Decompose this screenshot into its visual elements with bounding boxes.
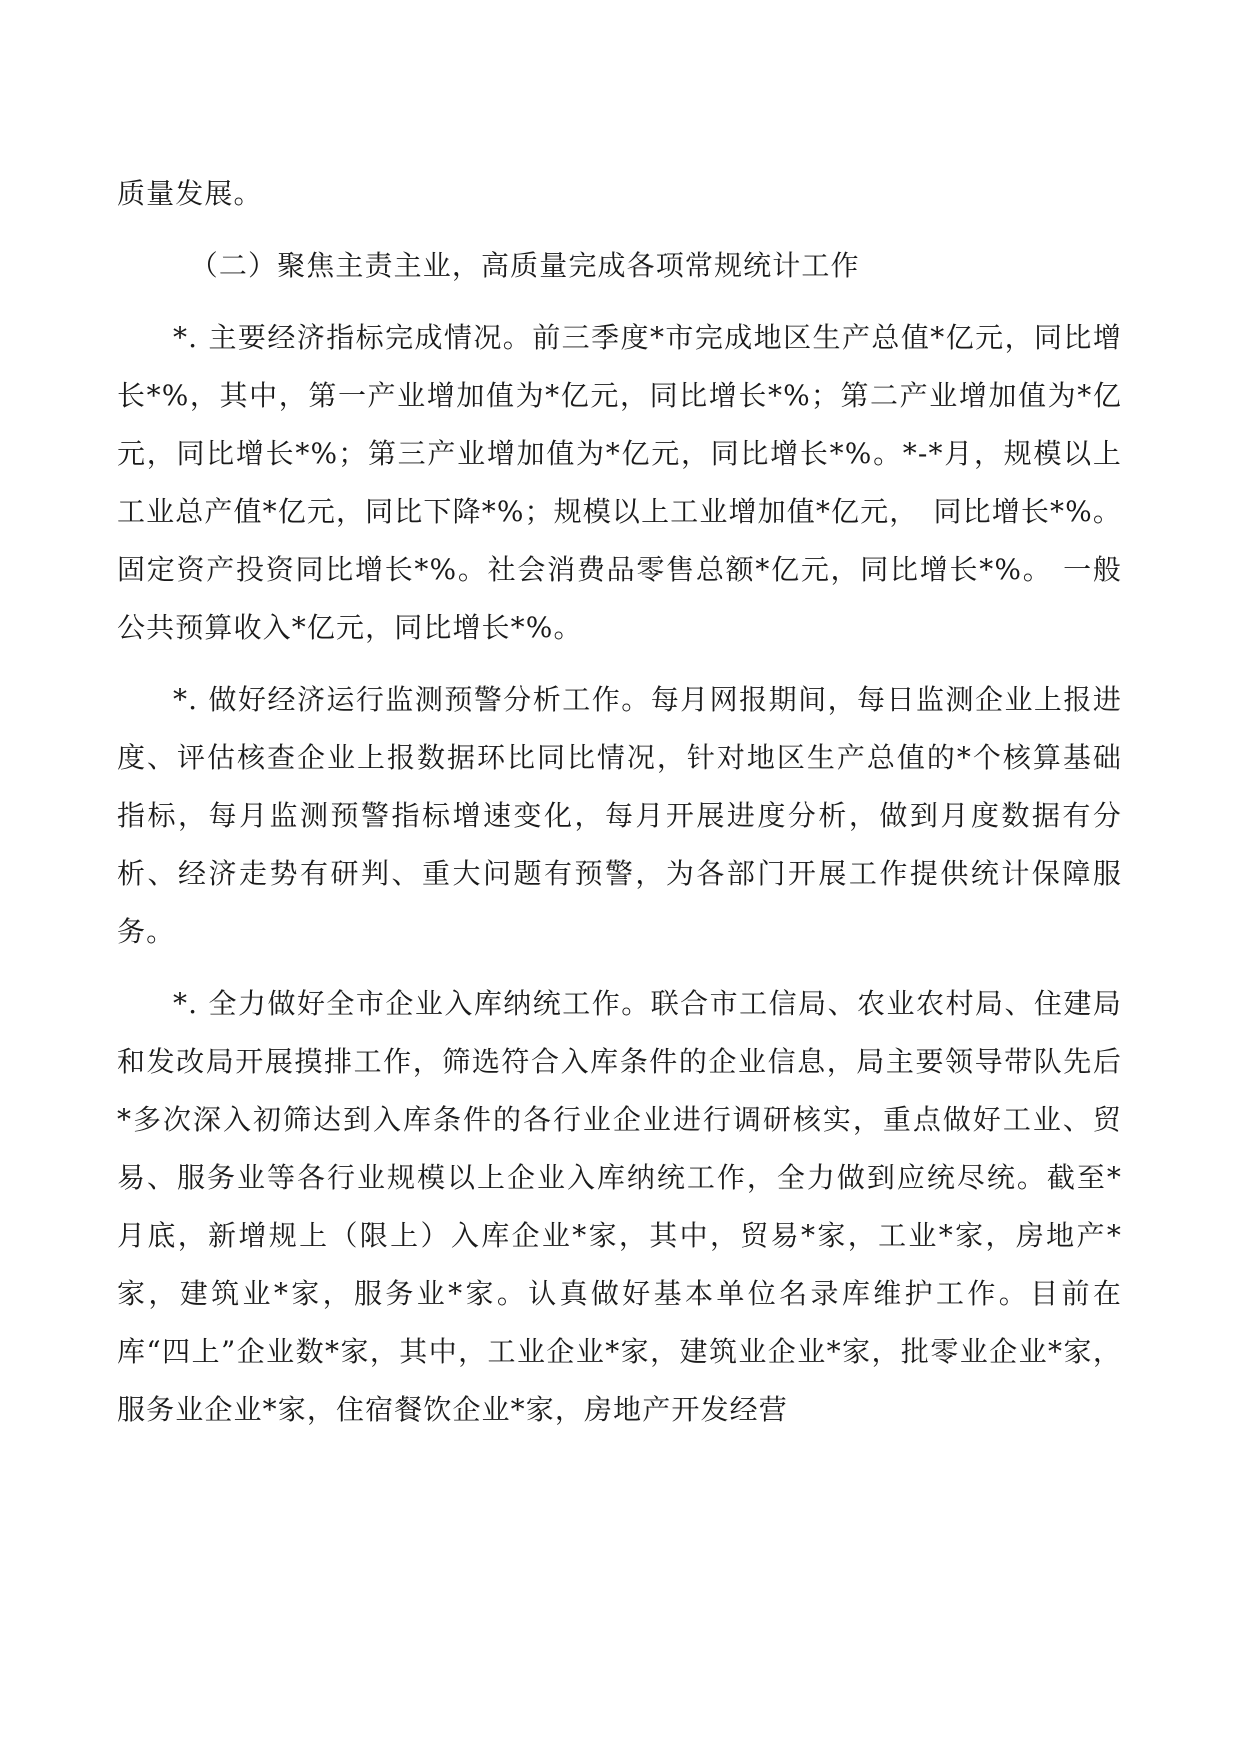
- paragraph-monitoring-analysis: *. 做好经济运行监测预警分析工作。每月网报期间，每日监测企业上报进度、评估核查企业上报数据环比同比情况，针对地区生产总值的*个核算基础指标，每月监测预警指标增速变化，每月开展进度分析，做到月度数据有分析、经济走势有研判、重大问题有预警，为各部门开展工作提供统计保障服务。: [117, 683, 1122, 948]
- section-heading: （二）聚焦主责主业，高质量完成各项常规统计工作: [189, 249, 860, 282]
- document-body: [117, 165, 1122, 1439]
- paragraph-economic-indicators: *. 主要经济指标完成情况。前三季度*市完成地区生产总值*亿元，同比增长*%，其中，第一产业增加值为*亿元，同比增长*%；第二产业增加值为*亿元，同比增长*%；第三产业增加值为*亿元，同比增长*%。*-*月，规模以上工业总产值*亿元，同比下降*%；规模以上工业增加值*亿元， 同比增长*%。固定资产投资同比增长*%。社会消费品零售总额*亿元，同比增长*%。 一般公共预算收入*亿元，同比增长*%。: [117, 321, 1122, 644]
- paragraph-continuation: 质量发展。: [117, 177, 263, 210]
- paragraph-enterprise-registration: *. 全力做好全市企业入库纳统工作。联合市工信局、农业农村局、住建局和发改局开展摸排工作，筛选符合入库条件的企业信息，局主要领导带队先后*多次深入初筛达到入库条件的各行业企业进行调研核实，重点做好工业、贸易、服务业等各行业规模以上企业入库纳统工作，全力做到应统尽统。截至*月底，新增规上（限上）入库企业*家，其中，贸易*家，工业*家，房地产*家，建筑业*家，服务业*家。认真做好基本单位名录库维护工作。目前在库“四上”企业数*家，其中，工业企业*家，建筑业企业*家，批零业企业*家，服务业企业*家，住宿餐饮企业*家，房地产开发经营: [117, 987, 1122, 1426]
